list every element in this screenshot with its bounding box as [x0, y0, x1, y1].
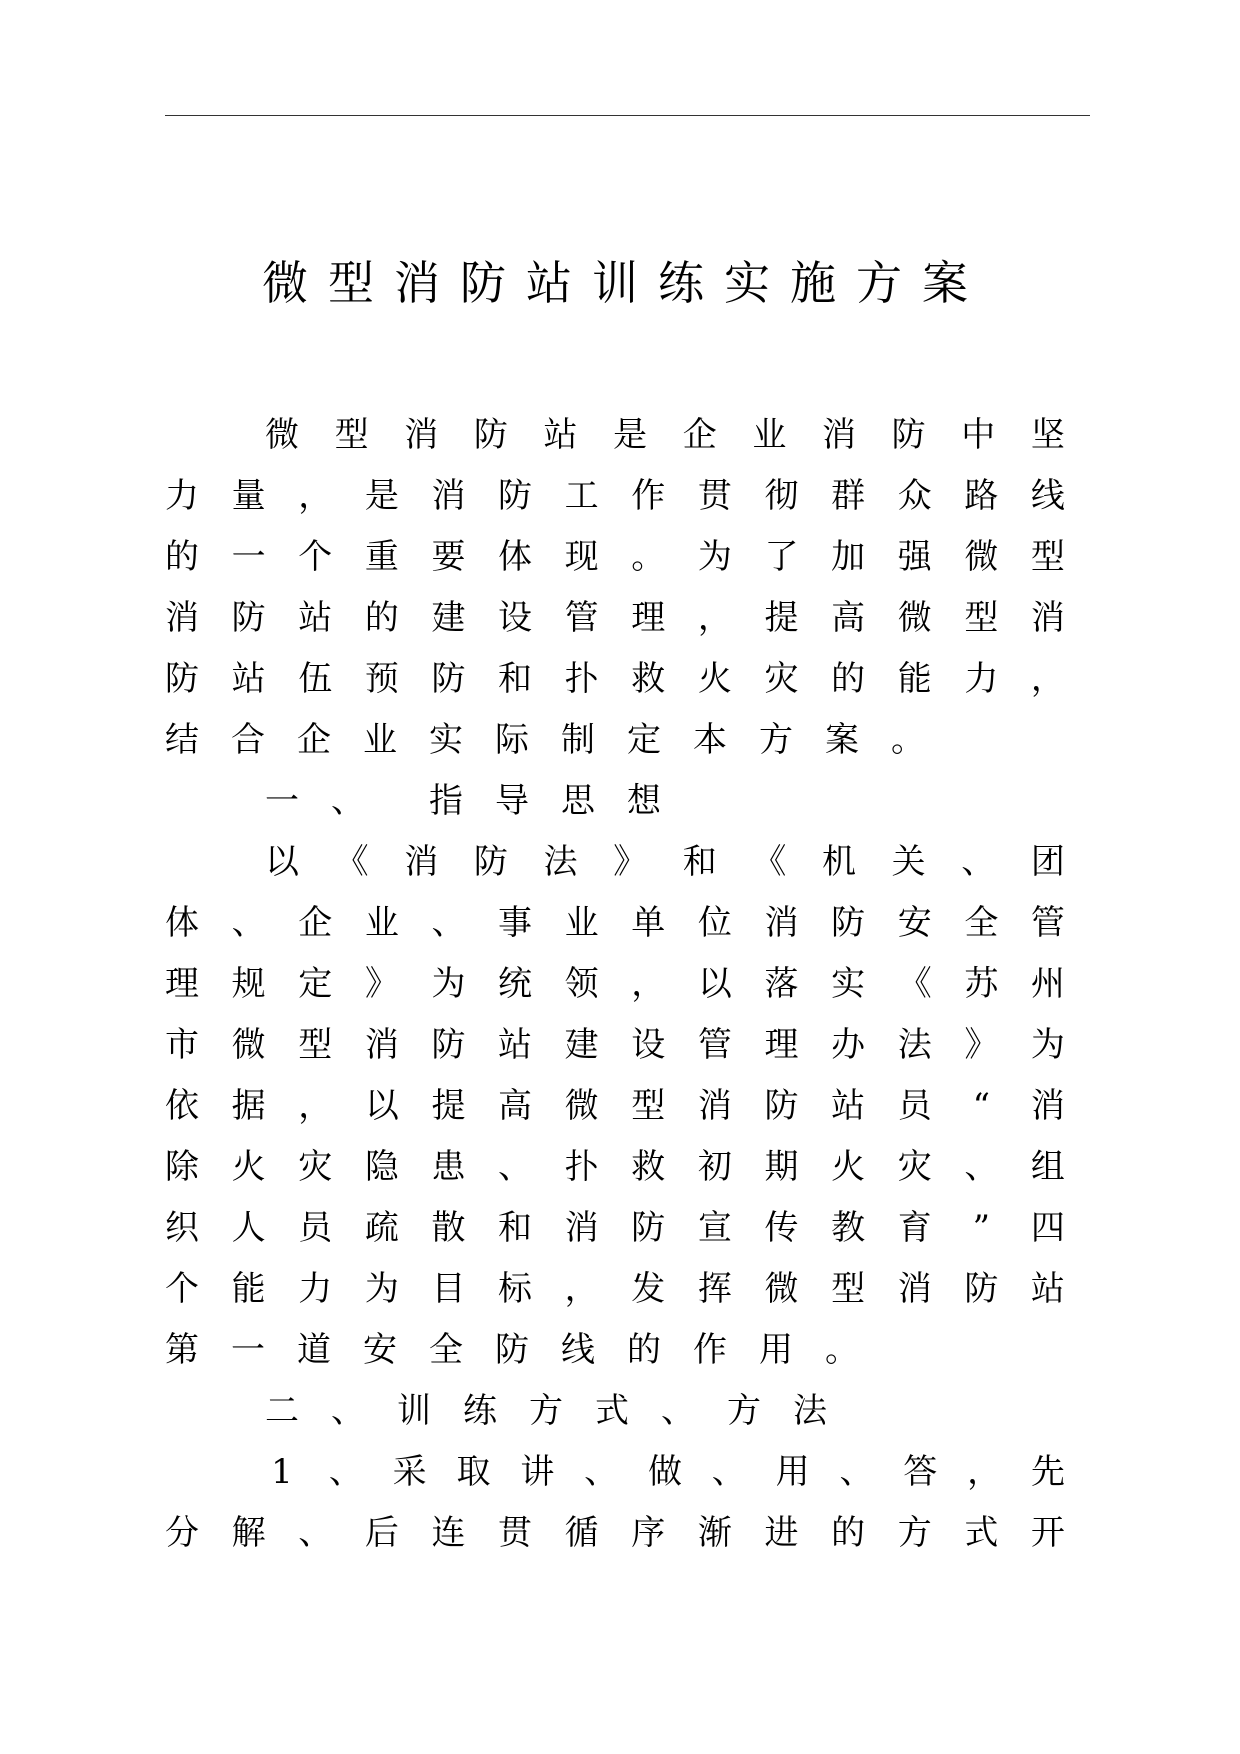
paragraph-line: 依 据 ， 以 提 高 微 型 消 防 站 员 “ 消	[165, 1086, 1065, 1126]
paragraph-line: 第 一 道 安 全 防 线 的 作 用 。	[165, 1330, 859, 1370]
header-rule	[165, 115, 1090, 116]
paragraph-line: 的 一 个 重 要 体 现 。 为 了 加 强 微 型	[165, 537, 1065, 577]
document-body	[165, 405, 1065, 1564]
paragraph-line: 体 、 企 业 、 事 业 单 位 消 防 安 全 管	[165, 903, 1065, 943]
paragraph-line: 微 型 消 防 站 是 企 业 消 防 中 坚	[265, 415, 1065, 455]
paragraph-line: 市 微 型 消 防 站 建 设 管 理 办 法 》 为	[165, 1025, 1065, 1065]
paragraph-line: 1 、 采 取 讲 、 做 、 用 、 答 ， 先	[271, 1452, 1065, 1492]
paragraph-line: 力 量 ， 是 消 防 工 作 贯 彻 群 众 路 线	[165, 476, 1065, 516]
paragraph-line: 织 人 员 疏 散 和 消 防 宣 传 教 育 ” 四	[165, 1208, 1065, 1248]
paragraph-line: 除 火 灾 隐 患 、 扑 救 初 期 火 灾 、 组	[165, 1147, 1065, 1187]
document-title: 微型消防站训练实施方案	[262, 256, 988, 310]
paragraph-line: 结 合 企 业 实 际 制 定 本 方 案 。	[165, 720, 925, 760]
paragraph-line: 个 能 力 为 目 标 ， 发 挥 微 型 消 防 站	[165, 1269, 1065, 1309]
paragraph-line: 防 站 伍 预 防 和 扑 救 火 灾 的 能 力 ，	[165, 659, 1065, 699]
section-heading-line: 一 、 指 导 思 想	[265, 781, 661, 821]
section-heading-line: 二 、 训 练 方 式 、 方 法	[265, 1391, 827, 1431]
paragraph-line: 理 规 定 》 为 统 领 ， 以 落 实 《 苏 州	[165, 964, 1065, 1004]
paragraph-line: 分 解 、 后 连 贯 循 序 渐 进 的 方 式 开	[165, 1513, 1065, 1553]
paragraph-line: 以 《 消 防 法 》 和 《 机 关 、 团	[265, 842, 1065, 882]
paragraph-line: 消 防 站 的 建 设 管 理 ， 提 高 微 型 消	[165, 598, 1065, 638]
